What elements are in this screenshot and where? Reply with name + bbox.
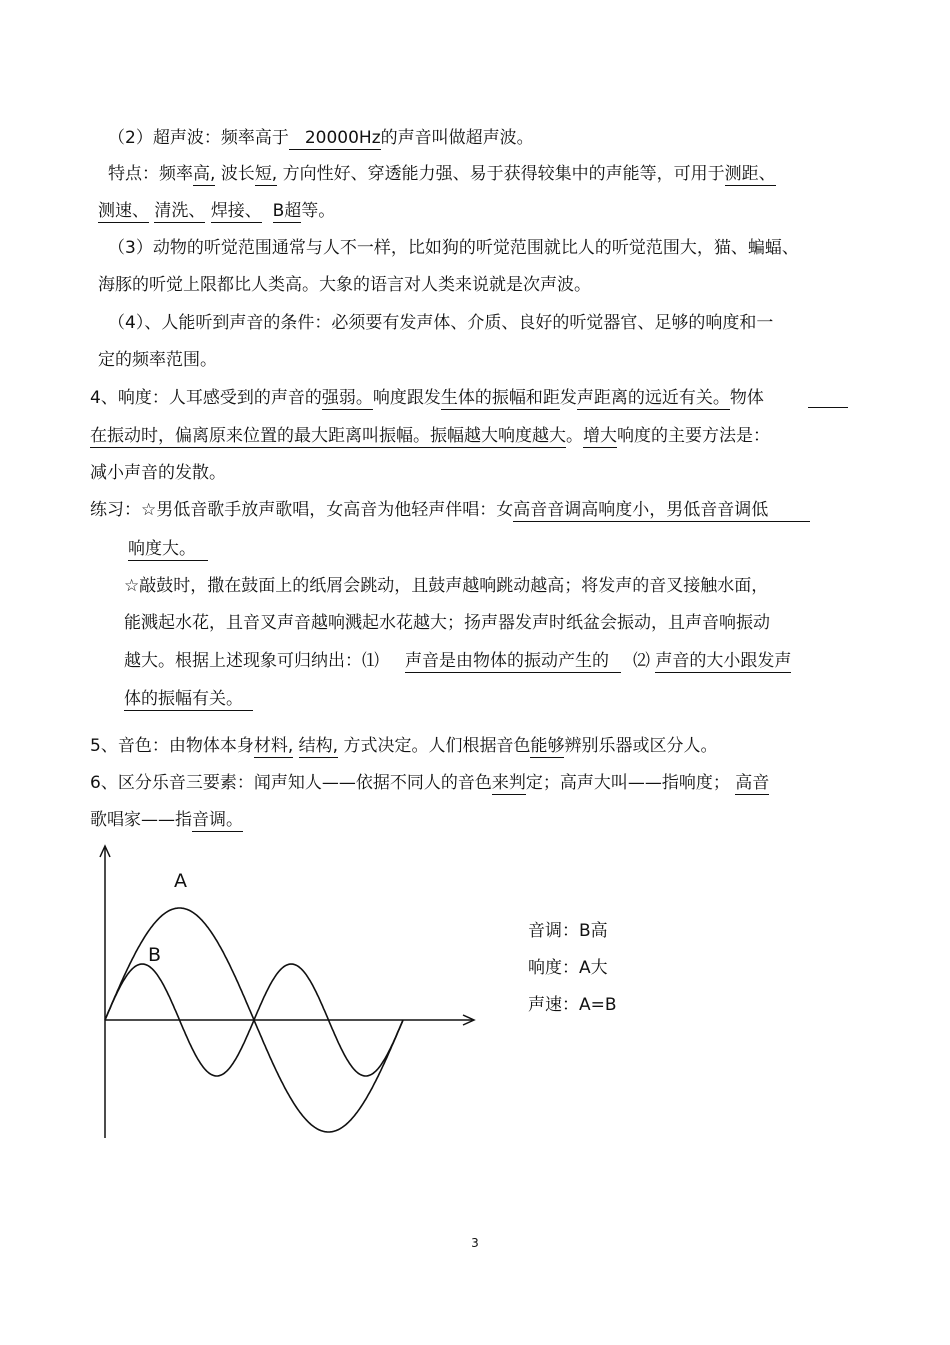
- answer-label: 音调：: [528, 921, 579, 941]
- answer-value: B高: [579, 921, 608, 941]
- blank-underline: [808, 407, 848, 408]
- answer-blank: 高音: [735, 773, 770, 793]
- answer-blank: 高音音调高响度小，男低音音调低: [513, 500, 810, 522]
- text: 越大。根据上述现象可归纳出：⑴: [124, 651, 379, 671]
- loudness-line-2: [90, 424, 770, 448]
- text: 波长: [220, 164, 255, 184]
- answer-blank: 短,: [254, 164, 278, 184]
- answer-blank: 增大: [583, 426, 617, 446]
- hearing-condition-line-1: （4）、人能听到声音的条件：必须要有发声体、介质、良好的听觉器官、足够的响度和一: [108, 313, 774, 333]
- text: 6、区分乐音三要素：闻声知人——依据不同人的音色: [90, 773, 492, 793]
- text: 物体: [729, 388, 764, 408]
- animal-hearing-line-1: （3）动物的听觉范围通常与人不一样，比如狗的听觉范围就比人的听觉范围大，猫、蝙蝠、: [108, 238, 799, 258]
- text: 的声音叫做超声波。: [380, 128, 534, 148]
- answer-blank: 清洗、: [154, 201, 206, 221]
- text: 等。: [301, 201, 336, 221]
- answer-blank: 能够: [530, 736, 565, 756]
- answer-blank: 声音是由物体的振动产生的: [405, 651, 621, 673]
- answer-blank: 高,: [193, 164, 216, 184]
- answer-label: 响度：: [528, 958, 579, 978]
- answer-blank: 测速、: [98, 201, 149, 221]
- answer-blank: 声距离的远近有关。: [576, 388, 730, 408]
- answer-blank: 声音的大小跟发声: [655, 651, 792, 671]
- answer-blank: 结构,: [298, 736, 339, 756]
- wave-chart: [90, 838, 480, 1143]
- answer-blank: 生体的振幅和距: [440, 388, 560, 408]
- text: 发: [559, 388, 577, 408]
- answer-blank: 音调。: [192, 810, 243, 830]
- text: 4、响度：人耳感受到的声音的: [90, 388, 322, 408]
- practice-line-4: 能溅起水花，且音叉声音越响溅起水花越大；扬声器发声时纸盆会振动，且声音响振动: [124, 613, 770, 633]
- text: 方式: [343, 736, 378, 756]
- answer-blank: 响度大。: [128, 539, 208, 561]
- elements-line-2: [90, 808, 243, 832]
- loudness-line-3: 减小声音的发散。: [90, 463, 226, 483]
- timbre-line: [90, 734, 717, 758]
- ultrasound-line-1: [108, 126, 534, 150]
- series-b-label: B: [148, 944, 162, 966]
- answer-blank: B超: [272, 201, 302, 221]
- text: 响度跟发: [372, 388, 441, 408]
- answer-blank: 材料,: [253, 736, 294, 756]
- elements-line-1: [90, 771, 769, 795]
- text: 辨别乐器或区分人。: [564, 736, 718, 756]
- practice-line-3: ☆敲鼓时，撒在鼓面上的纸屑会跳动，且鼓声越响跳动越高；将发声的音叉接触水面，: [124, 576, 769, 596]
- answer-blank: 20000Hz: [289, 128, 381, 150]
- page-number: 3: [471, 1236, 479, 1250]
- hearing-condition-line-2: 定的频率范围。: [98, 350, 217, 370]
- text: 方向性好、穿透能力强、易于获得较集中的声能等，可用于: [282, 164, 725, 184]
- practice-line-5: [124, 649, 791, 673]
- practice-line-6: [124, 687, 253, 711]
- text: 特点：频率: [108, 164, 193, 184]
- text: 决定。人们根据音色: [377, 736, 531, 756]
- answer-blank: 体的振幅有关。: [124, 689, 253, 711]
- practice-line-1: [90, 498, 810, 522]
- answer-blank: 在振动时，偏离原来位置的最大距离叫振幅: [90, 426, 413, 446]
- answer-blank: 。振幅越大响度越大: [413, 426, 566, 446]
- answer-blank: 来判: [491, 773, 526, 793]
- text: 歌唱家——指: [90, 810, 192, 830]
- text: （2）超声波：频率高于: [108, 128, 289, 148]
- answer-speed: [528, 993, 617, 1017]
- answer-blank: 测距、: [724, 164, 776, 184]
- practice-line-2: [128, 537, 208, 561]
- answer-value: A=B: [579, 995, 617, 1015]
- text: ⑵: [633, 651, 650, 671]
- text: 5、音色：由物体本身: [90, 736, 254, 756]
- ultrasound-features-line-2: [98, 199, 335, 223]
- loudness-line-1: [90, 386, 764, 410]
- answer-blank: 焊接、: [210, 201, 262, 221]
- answer-loudness: [528, 956, 608, 980]
- text: 定；高声大叫——指响度；: [525, 773, 730, 793]
- answer-pitch: [528, 919, 608, 943]
- text: 。: [566, 426, 583, 446]
- answer-blank: 强弱。: [321, 388, 373, 408]
- series-a-label: A: [174, 870, 187, 892]
- ultrasound-features-line-1: [108, 162, 776, 186]
- answer-value: A大: [579, 958, 608, 978]
- text: 练习：☆男低音歌手放声歌唱，女高音为他轻声伴唱：女: [90, 500, 514, 520]
- answer-label: 声速：: [528, 995, 579, 1015]
- animal-hearing-line-2: 海豚的听觉上限都比人类高。大象的语言对人类来说就是次声波。: [98, 275, 591, 295]
- text: 响度的主要方法是：: [617, 426, 770, 446]
